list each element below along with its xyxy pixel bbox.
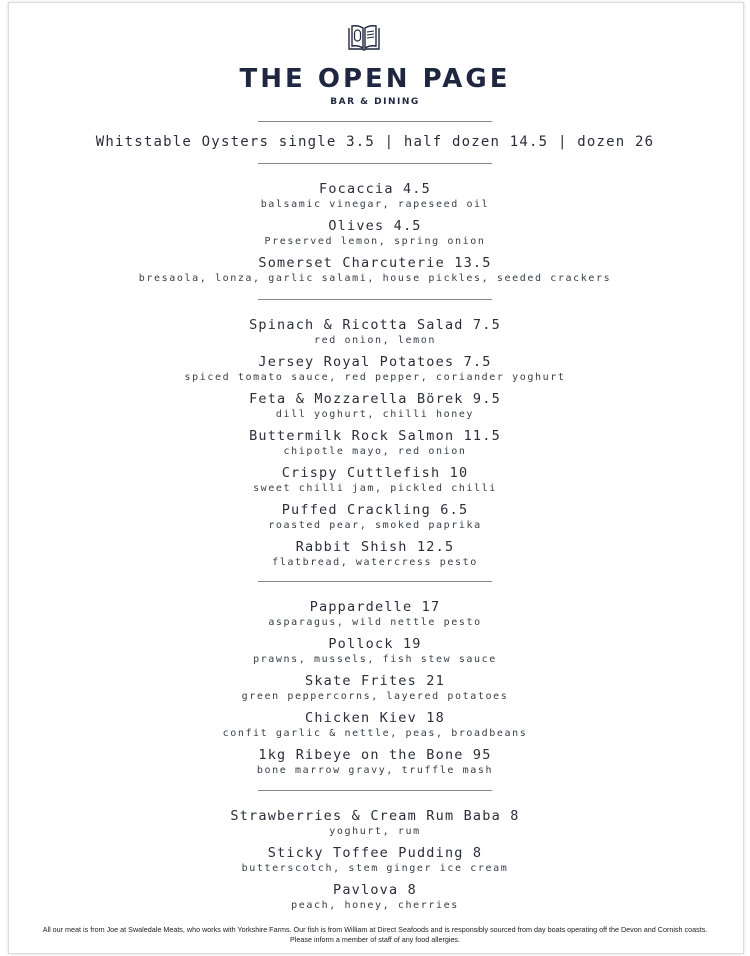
divider xyxy=(258,581,492,582)
item-description: chipotle mayo, red onion xyxy=(283,446,467,457)
item-name: Somerset Charcuterie 13.5 xyxy=(258,255,492,271)
divider xyxy=(258,163,492,164)
menu-item xyxy=(0,539,750,576)
open-book-icon xyxy=(346,22,382,52)
section-snacks xyxy=(0,181,750,292)
item-name: Strawberries & Cream Rum Baba 8 xyxy=(230,808,520,824)
divider xyxy=(258,299,492,300)
menu-item xyxy=(0,502,750,539)
item-name: Chicken Kiev 18 xyxy=(305,710,445,726)
item-name: Buttermilk Rock Salmon 11.5 xyxy=(249,428,501,444)
oysters-line: Whitstable Oysters single 3.5 | half dozen 14.5 | dozen 26 xyxy=(95,134,655,150)
menu-item xyxy=(0,181,750,218)
menu-item xyxy=(0,747,750,784)
item-name: Puffed Crackling 6.5 xyxy=(281,502,469,518)
item-description: asparagus, wild nettle pesto xyxy=(268,617,482,628)
item-description: dill yoghurt, chilli honey xyxy=(275,409,475,420)
menu-item xyxy=(0,882,750,919)
page-subtitle: BAR & DINING xyxy=(330,97,420,107)
item-name: 1kg Ribeye on the Bone 95 xyxy=(258,747,492,763)
menu-item xyxy=(0,218,750,255)
section-desserts xyxy=(0,808,750,919)
item-description: roasted pear, smoked paprika xyxy=(268,520,482,531)
menu-item xyxy=(0,428,750,465)
item-name: Crispy Cuttlefish 10 xyxy=(281,465,469,481)
item-name: Pollock 19 xyxy=(328,636,422,652)
item-description: butterscotch, stem ginger ice cream xyxy=(241,863,509,874)
item-description: red onion, lemon xyxy=(314,335,436,346)
menu-item xyxy=(0,808,750,845)
page-title: THE OPEN PAGE xyxy=(239,64,511,94)
item-description: spiced tomato sauce, red pepper, coriander yoghurt xyxy=(184,372,566,383)
item-description: confit garlic & nettle, peas, broadbeans xyxy=(222,728,528,739)
item-name: Focaccia 4.5 xyxy=(319,181,431,197)
divider xyxy=(258,121,492,122)
menu-item xyxy=(0,845,750,882)
item-description: sweet chilli jam, pickled chilli xyxy=(253,483,497,494)
allergy-footer: All our meat is from Joe at Swaledale Meats, who works with Yorkshire Farms. Our fish is from William at Direct Seafoods and is responsibly sourced from day boats operating off the Devon and Cornish coasts. Please inform a member of staff of any food allergies. xyxy=(42,925,708,944)
menu-item xyxy=(0,317,750,354)
menu-item xyxy=(0,391,750,428)
menu-item xyxy=(0,465,750,502)
item-description: bone marrow gravy, truffle mash xyxy=(256,765,494,776)
divider xyxy=(258,790,492,791)
section-small-plates xyxy=(0,317,750,576)
item-description: Preserved lemon, spring onion xyxy=(264,236,486,247)
item-name: Pappardelle 17 xyxy=(309,599,441,615)
item-name: Rabbit Shish 12.5 xyxy=(295,539,455,555)
menu-item xyxy=(0,673,750,710)
item-name: Feta & Mozzarella Börek 9.5 xyxy=(249,391,501,407)
menu-item xyxy=(0,354,750,391)
item-description: bresaola, lonza, garlic salami, house pickles, seeded crackers xyxy=(138,273,612,284)
item-description: balsamic vinegar, rapeseed oil xyxy=(260,199,490,210)
item-description: yoghurt, rum xyxy=(329,826,421,837)
menu-item xyxy=(0,636,750,673)
item-description: prawns, mussels, fish stew sauce xyxy=(253,654,497,665)
item-description: peach, honey, cherries xyxy=(291,900,459,911)
item-name: Pavlova 8 xyxy=(333,882,417,898)
menu-item xyxy=(0,255,750,292)
item-name: Sticky Toffee Pudding 8 xyxy=(267,845,483,861)
item-name: Skate Frites 21 xyxy=(305,673,445,689)
item-name: Olives 4.5 xyxy=(328,218,422,234)
menu-item xyxy=(0,599,750,636)
item-name: Jersey Royal Potatoes 7.5 xyxy=(258,354,492,370)
menu-item xyxy=(0,710,750,747)
item-description: flatbread, watercress pesto xyxy=(272,557,478,568)
section-mains xyxy=(0,599,750,784)
item-description: green peppercorns, layered potatoes xyxy=(241,691,509,702)
item-name: Spinach & Ricotta Salad 7.5 xyxy=(249,317,501,333)
